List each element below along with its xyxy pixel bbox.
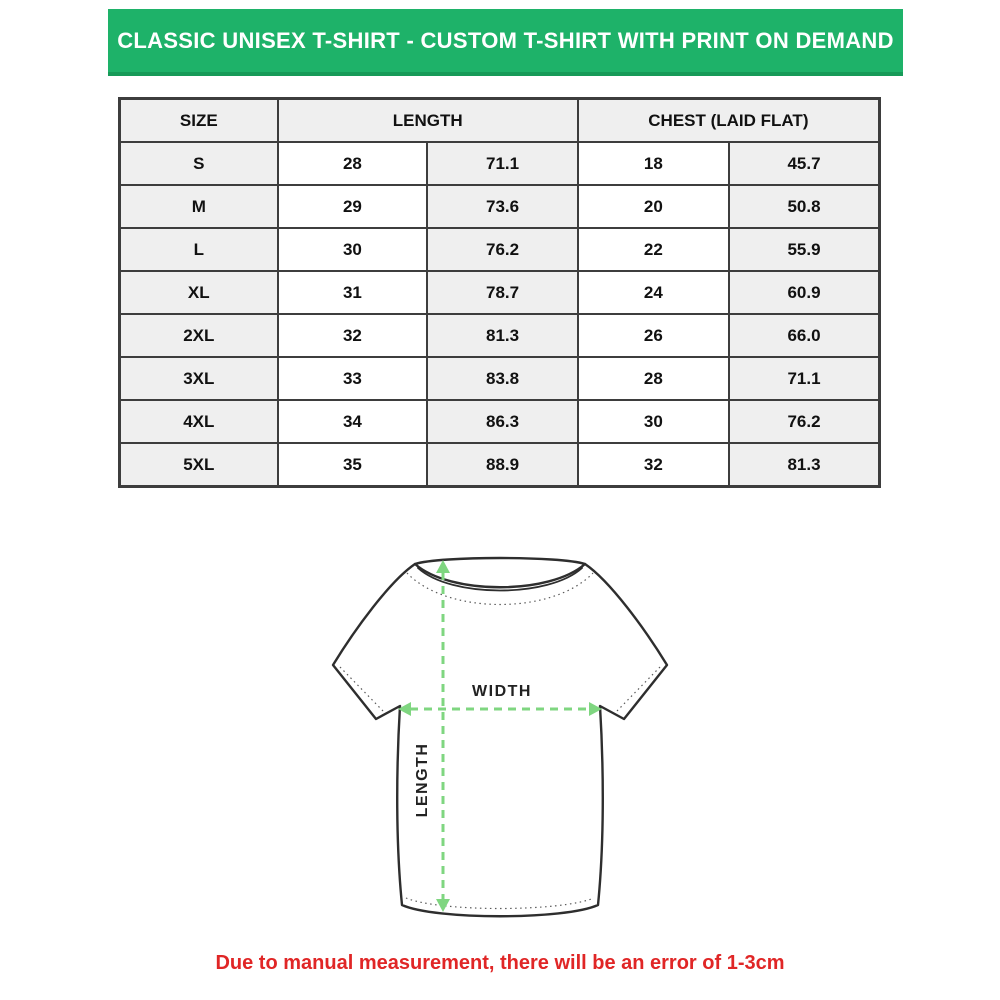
chest-in-cell: 22 [578, 228, 729, 271]
table-row [120, 185, 880, 228]
width-label: WIDTH [472, 683, 532, 700]
chest-cm-cell: 50.8 [729, 185, 880, 228]
tshirt-measurement-diagram [330, 553, 670, 933]
length-cm-cell: 78.7 [427, 271, 577, 314]
length-cm-cell: 76.2 [427, 228, 577, 271]
header-size: SIZE [120, 99, 278, 143]
size-chart-table [118, 97, 881, 488]
size-cell: L [120, 228, 278, 271]
chest-in-cell: 32 [578, 443, 729, 487]
length-in-cell: 33 [278, 357, 428, 400]
chest-cm-cell: 76.2 [729, 400, 880, 443]
length-cm-cell: 86.3 [427, 400, 577, 443]
size-cell: 4XL [120, 400, 278, 443]
table-row [120, 443, 880, 487]
header-chest: CHEST (LAID FLAT) [578, 99, 880, 143]
page-title: CLASSIC UNISEX T-SHIRT - CUSTOM T-SHIRT WITH PRINT ON DEMAND [117, 27, 894, 53]
chest-in-cell: 20 [578, 185, 729, 228]
chest-cm-cell: 55.9 [729, 228, 880, 271]
chest-in-cell: 24 [578, 271, 729, 314]
length-cm-cell: 88.9 [427, 443, 577, 487]
title-banner [108, 9, 903, 76]
table-row [120, 271, 880, 314]
length-cm-cell: 71.1 [427, 142, 577, 185]
size-cell: 2XL [120, 314, 278, 357]
length-in-cell: 32 [278, 314, 428, 357]
header-length: LENGTH [278, 99, 578, 143]
length-cm-cell: 81.3 [427, 314, 577, 357]
table-row [120, 357, 880, 400]
table-row [120, 400, 880, 443]
chest-cm-cell: 81.3 [729, 443, 880, 487]
chest-in-cell: 28 [578, 357, 729, 400]
measurement-error-note: Due to manual measurement, there will be an error of 1-3cm [215, 952, 785, 974]
chest-in-cell: 26 [578, 314, 729, 357]
size-cell: S [120, 142, 278, 185]
length-label: LENGTH [414, 742, 431, 818]
header-row [120, 99, 880, 143]
table-row [120, 142, 880, 185]
length-in-cell: 35 [278, 443, 428, 487]
length-cm-cell: 83.8 [427, 357, 577, 400]
chest-cm-cell: 45.7 [729, 142, 880, 185]
size-cell: 3XL [120, 357, 278, 400]
tshirt-outline [333, 558, 667, 916]
chest-in-cell: 18 [578, 142, 729, 185]
size-cell: 5XL [120, 443, 278, 487]
table-row [120, 314, 880, 357]
size-cell: XL [120, 271, 278, 314]
chest-cm-cell: 71.1 [729, 357, 880, 400]
length-in-cell: 30 [278, 228, 428, 271]
length-in-cell: 28 [278, 142, 428, 185]
tshirt-diagram-svg [330, 553, 670, 933]
size-cell: M [120, 185, 278, 228]
length-in-cell: 34 [278, 400, 428, 443]
table-row [120, 228, 880, 271]
chest-cm-cell: 66.0 [729, 314, 880, 357]
chest-in-cell: 30 [578, 400, 729, 443]
length-in-cell: 29 [278, 185, 428, 228]
length-cm-cell: 73.6 [427, 185, 577, 228]
length-in-cell: 31 [278, 271, 428, 314]
chest-cm-cell: 60.9 [729, 271, 880, 314]
